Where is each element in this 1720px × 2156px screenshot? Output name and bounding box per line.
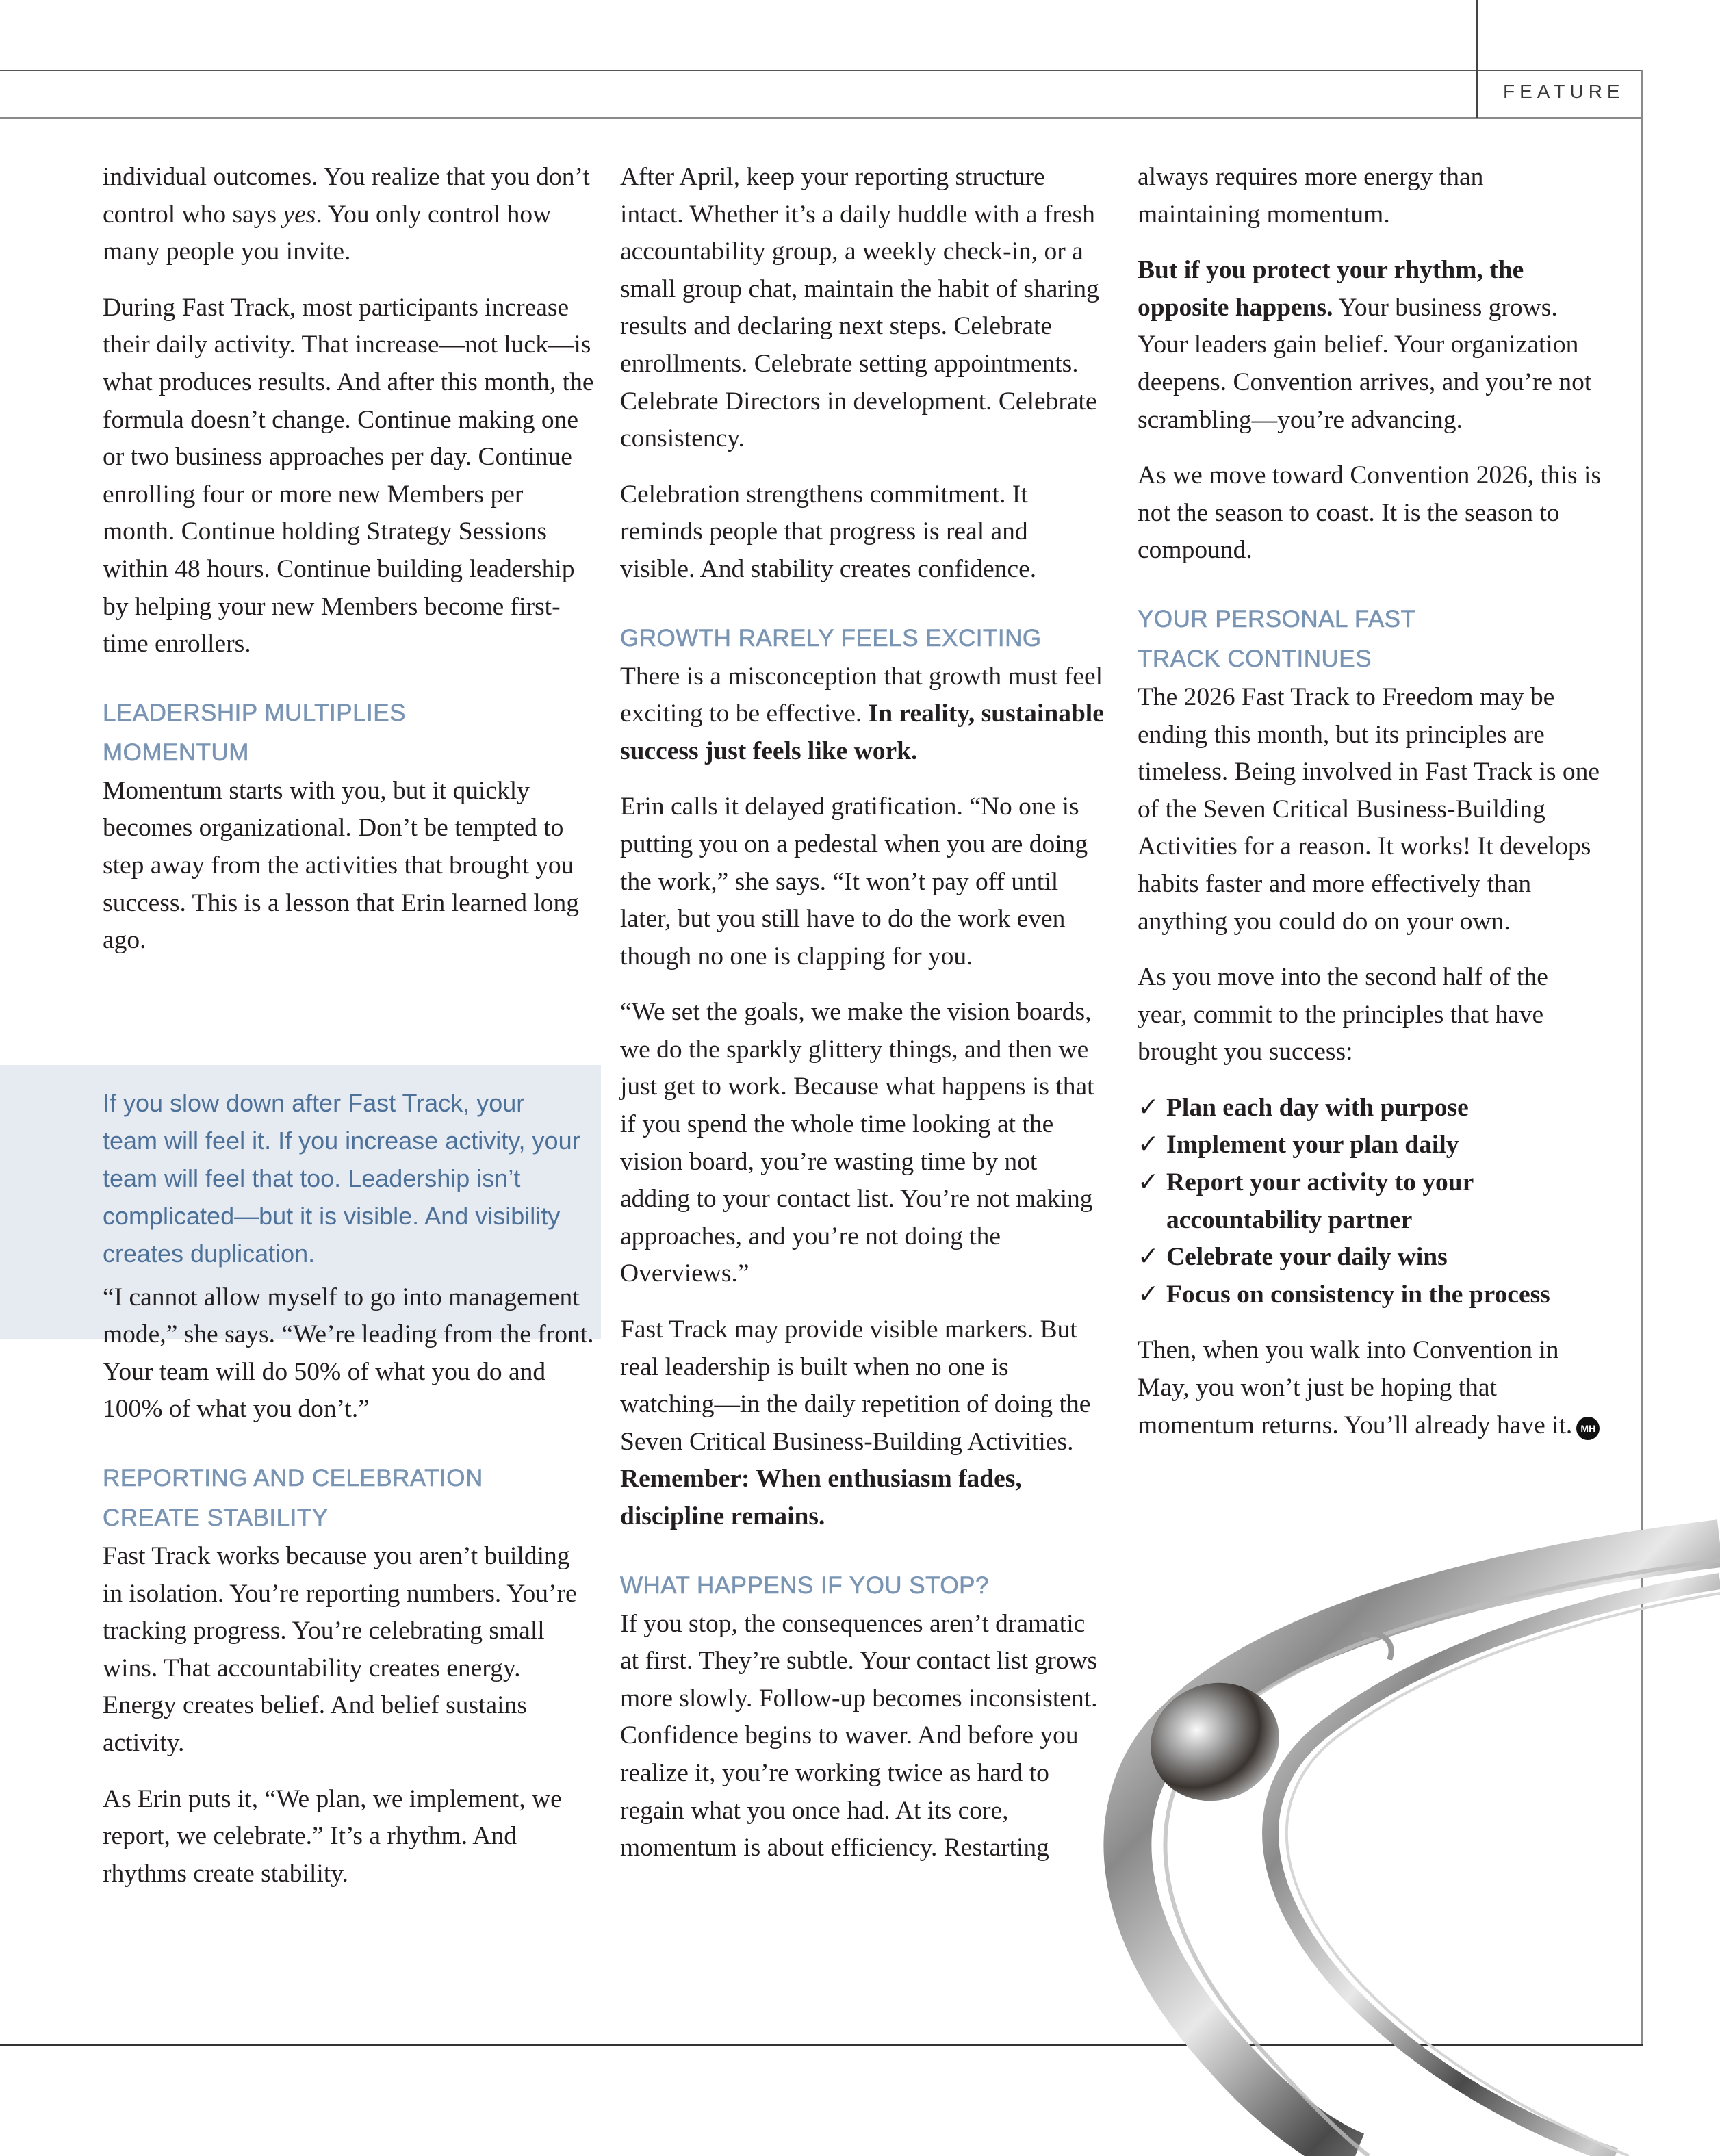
paragraph: Momentum starts with you, but it quickly becomes organizational. Don’t be tempted to step away from the activities that brought you success. This is a lesson that Erin learned long ago. (103, 776, 580, 955)
paragraph: Fast Track works because you aren’t building in isolation. You’re reporting numbers. You’re tracking progress. You’re celebrating small wins. That accountability creates energy. Energy creates belief. And belief sustains activity. (103, 1542, 577, 1758)
paragraph: As Erin puts it, “We plan, we implement, we report, we celebrate.” It’s a rhythm. And rhythms create stability. (103, 1784, 562, 1888)
paragraph: If you stop, the consequences aren’t dramatic at first. They’re subtle. Your contact list grows more slowly. Follow-up becomes inconsistent. Confidence begins to waver. And before you realize it, you’re working twice as hard to regain what you once had. At its core, momentum is about efficiency. Restarting (620, 1609, 1098, 1862)
paragraph: Celebration strengthens commitment. It reminds people that progress is real and visible. And stability creates confidence. (620, 480, 1037, 583)
end-mark-icon: MH (1576, 1417, 1600, 1440)
paragraph: After April, keep your reporting structure intact. Whether it’s a daily huddle with a fresh accountability group, a weekly check-in, or a small group chat, maintain the habit of sharing results and declaring next steps. Celebrate enrollments. Celebrate setting appointments. Celebrate Directors in development. Celebrate consistency. (620, 163, 1099, 453)
chrome-rings-image (1095, 1506, 1720, 2156)
section-heading: LEADERSHIP MULTIPLIES MOMENTUM (103, 699, 406, 766)
checkmark-icon: ✓ (1138, 1243, 1159, 1272)
checklist-item: ✓ Celebrate your daily wins (1138, 1239, 1603, 1276)
checkmark-icon: ✓ (1138, 1093, 1159, 1122)
frame-top-rule (0, 70, 1643, 71)
pull-quote-text: If you slow down after Fast Track, your team will feel it. If you increase activity, your team will feel that too. Leadership isn’t complicated—but it is visible. And visibility creates duplication. (103, 1089, 580, 1268)
paragraph: Erin calls it delayed gratification. “No one is putting you on a pedestal when you are doing the work,” she says. “It won’t pay off until later, but you still have to do the work even though no one is clapping for you. (620, 793, 1088, 971)
checklist-item: ✓ Plan each day with purpose (1138, 1090, 1603, 1127)
section-heading: GROWTH RARELY FEELS EXCITING (620, 624, 1042, 652)
paragraph: As you move into the second half of the year, commit to the principles that have brought you success: (1138, 963, 1548, 1066)
section-heading: REPORTING AND CELEBRATION CREATE STABILITY (103, 1465, 483, 1532)
paragraph: During Fast Track, most participants increase their daily activity. That increase—not luck—is what produces results. And after this month, the formula doesn’t change. Continue making one or two business approaches per day. Continue enrolling four or more new Members per month. Continue holding Strategy Sessions within 48 hours. Continue building leadership by helping your new Members become first-time enrollers. (103, 293, 594, 658)
header-divider-rule (1476, 0, 1478, 118)
section-label: FEATURE (1503, 81, 1625, 102)
checkmark-icon: ✓ (1138, 1131, 1159, 1159)
checklist-item: ✓ Implement your plan daily (1138, 1127, 1603, 1164)
checklist-item: ✓ Report your activity to your accountability partner (1138, 1164, 1603, 1239)
checkmark-icon: ✓ (1138, 1168, 1159, 1197)
paragraph: “We set the goals, we make the vision boards, we do the sparkly glittery things, and then we just get to work. Because what happens is that if you spend the whole time looking at the vision board, you’re wasting time by not adding to your contact list. You’re not making approaches, and you’re not doing the Overviews.” (620, 998, 1094, 1288)
column-1 (103, 159, 595, 1911)
paragraph: Fast Track may provide visible markers. But real leadership is built when no one is watching—in the daily repetition of doing the Seven Critical Business-Building Activities. Remember: When enthusiasm fades, discipline remains. (620, 1316, 1091, 1530)
principles-checklist (1138, 1090, 1603, 1314)
paragraph: “I cannot allow myself to go into management mode,” she says. “We’re leading from the front. Your team will do 50% of what you do and 100% of what you don’t.” (103, 1283, 594, 1424)
paragraph: always requires more energy than maintaining momentum. (1138, 163, 1484, 229)
paragraph: The 2026 Fast Track to Freedom may be ending this month, but its principles are timeless. Being involved in Fast Track is one of the Seven Critical Business-Building Activities for a reason. It works! It develops habits faster and more effectively than anything you could do on your own. (1138, 682, 1600, 936)
header-bottom-rule (0, 117, 1643, 119)
section-heading: WHAT HAPPENS IF YOU STOP? (620, 1571, 989, 1599)
column-3 (1138, 159, 1603, 1463)
section-heading: YOUR PERSONAL FAST TRACK CONTINUES (1138, 605, 1415, 672)
pull-quote-spacer (103, 978, 595, 1279)
paragraph: But if you protect your rhythm, the opposite happens. Your business grows. Your leaders gain belief. Your organization deepens. Convention arrives, and you’re not scrambling—you’re advancing. (1138, 256, 1592, 434)
paragraph: As we move toward Convention 2026, this is not the season to coast. It is the season to compound. (1138, 461, 1602, 565)
checklist-item: ✓ Focus on consistency in the process (1138, 1276, 1603, 1314)
paragraph: individual outcomes. You realize that you don’t control who says yes. You only control how many people you invite. (103, 163, 590, 266)
paragraph: Then, when you walk into Convention in May, you won’t just be hoping that momentum returns. You’ll already have it. MH (1138, 1332, 1603, 1444)
checkmark-icon: ✓ (1138, 1280, 1159, 1309)
column-2 (620, 159, 1106, 1886)
paragraph: There is a misconception that growth must feel exciting to be effective. In reality, sustainable success just feels like work. (620, 662, 1104, 765)
